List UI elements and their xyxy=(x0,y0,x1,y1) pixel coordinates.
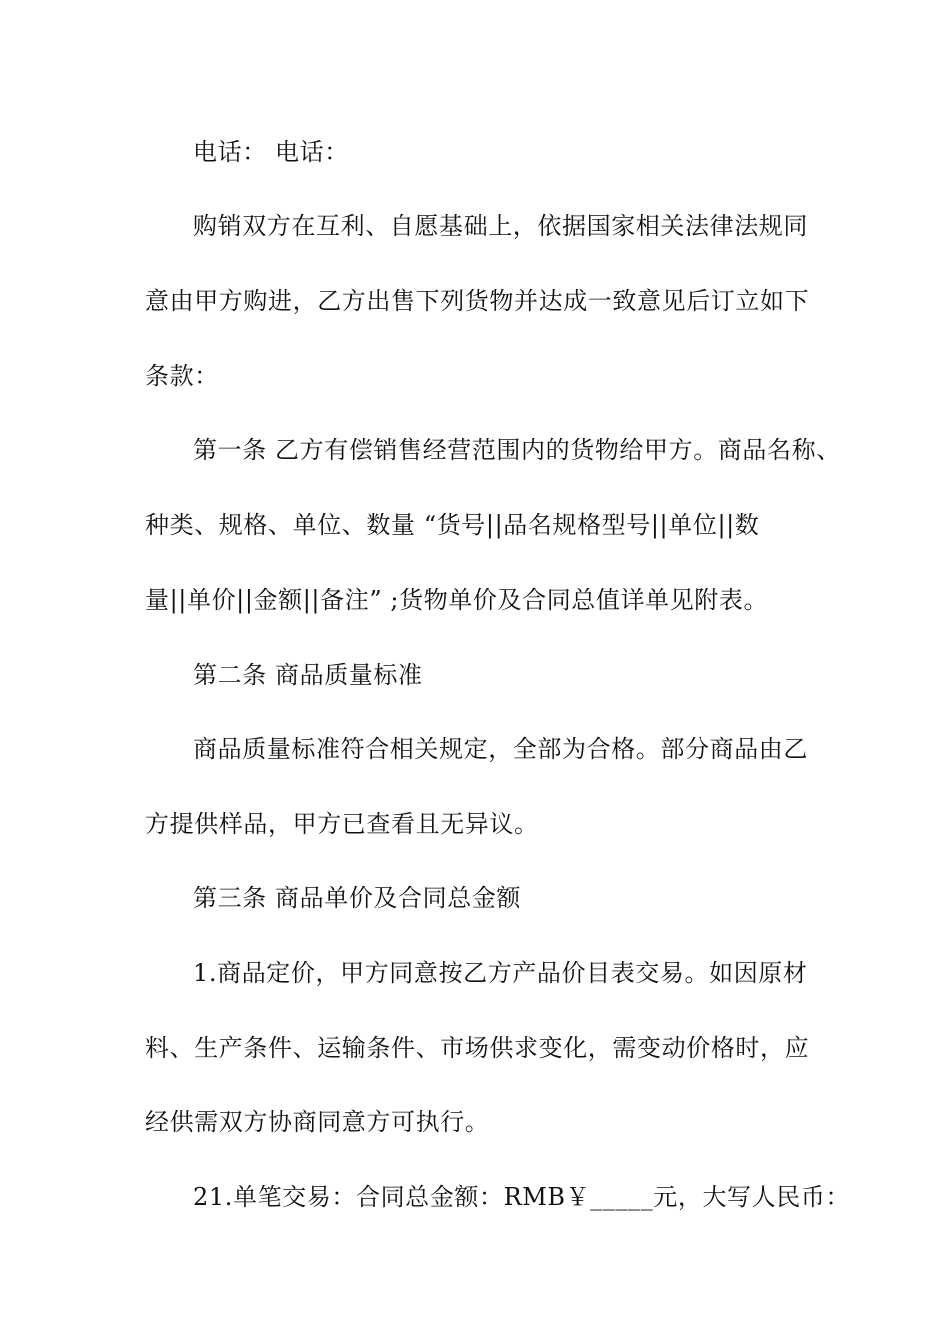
article-3-heading: 第三条 商品单价及合同总金额 xyxy=(193,884,522,912)
article-2-heading: 第二条 商品质量标准 xyxy=(193,661,423,689)
paragraph-intro-line-1: 购销双方在互利、自愿基础上，依据国家相关法律法规同 xyxy=(193,212,808,240)
paragraph-intro-line-2: 意由甲方购进，乙方出售下列货物并达成一致意见后订立如下 xyxy=(145,287,810,315)
article-2-line-1: 商品质量标准符合相关规定，全部为合格。部分商品由乙 xyxy=(193,735,808,763)
article-2-line-2: 方提供样品，甲方已查看且无异议。 xyxy=(145,810,539,838)
article-3-item-1-line-3: 经供需双方协商同意方可执行。 xyxy=(145,1108,490,1136)
paragraph-intro-line-3: 条款： xyxy=(145,362,219,390)
article-3-item-1-line-2: 料、生产条件、运输条件、市场供求变化，需变动价格时，应 xyxy=(145,1034,810,1062)
article-1-line-1: 第一条 乙方有偿销售经营范围内的货物给甲方。商品名称、 xyxy=(193,436,841,464)
article-1-line-2: 种类、规格、单位、数量 “货号||品名规格型号||单位||数 xyxy=(145,511,760,539)
phone-line: 电话： 电话： xyxy=(193,138,349,166)
article-1-line-3: 量||单价||金额||备注” ;货物单价及合同总值详单见附表。 xyxy=(145,586,769,614)
article-3-item-2-line-1: 21.单笔交易：合同总金额：RMB￥_____元，大写人民币： xyxy=(193,1183,851,1211)
article-3-item-1-line-1: 1.商品定价，甲方同意按乙方产品价目表交易。如因原材 xyxy=(193,959,808,987)
